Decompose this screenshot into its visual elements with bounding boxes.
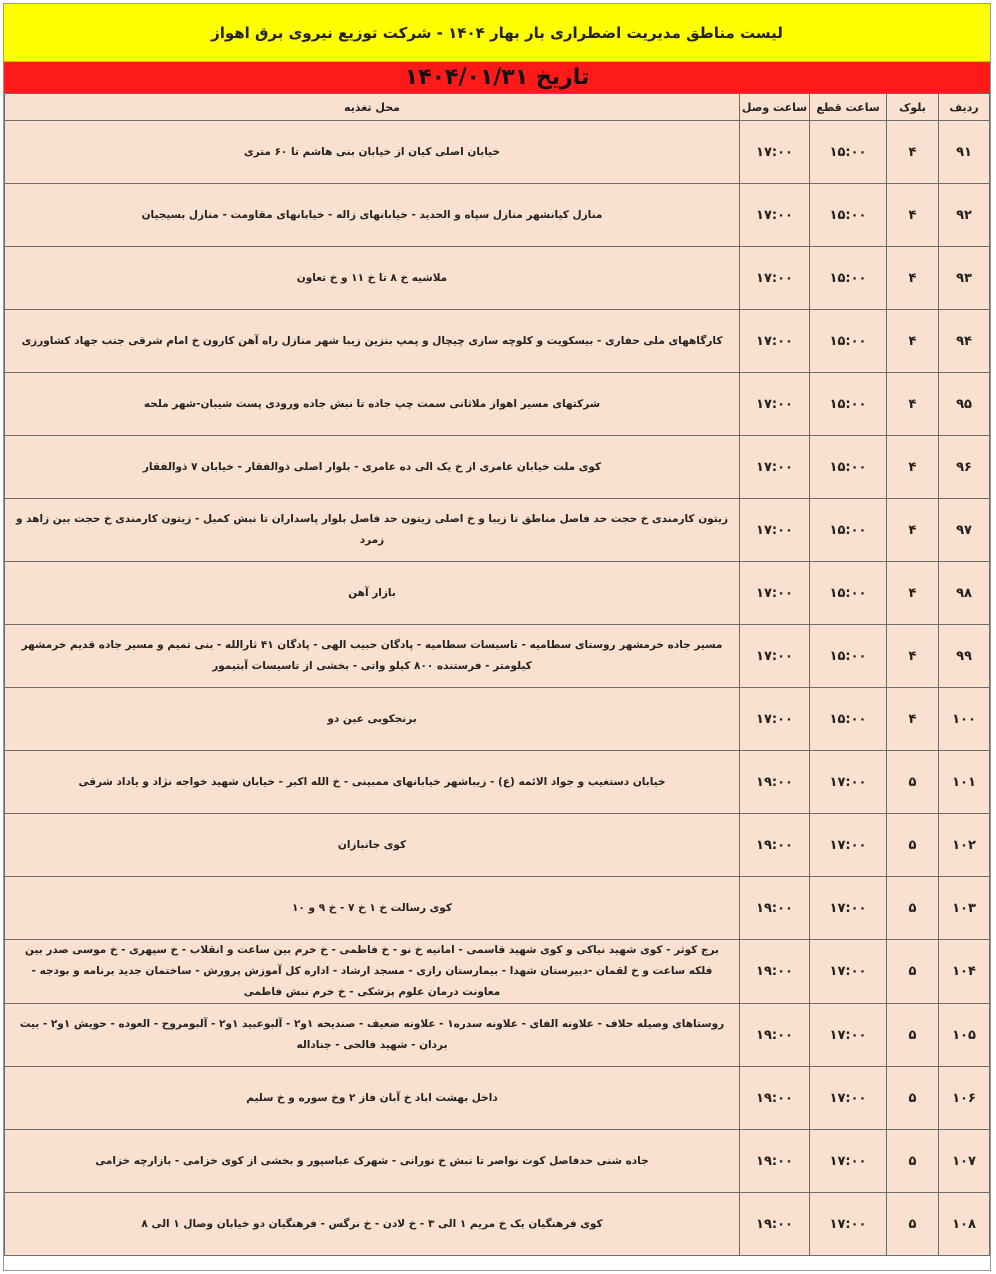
cell-connect-time: ۱۹:۰۰ bbox=[740, 1130, 810, 1193]
table-row bbox=[5, 436, 990, 499]
table-body bbox=[5, 121, 990, 1256]
cell-cut-time: ۱۷:۰۰ bbox=[810, 877, 887, 940]
cell-block: ۵ bbox=[887, 814, 939, 877]
cell-block: ۴ bbox=[887, 121, 939, 184]
table-row bbox=[5, 1067, 990, 1130]
cell-connect-time: ۱۹:۰۰ bbox=[740, 1067, 810, 1130]
header-radif: ردیف bbox=[939, 94, 990, 121]
table-row bbox=[5, 814, 990, 877]
cell-radif: ۱۰۰ bbox=[939, 688, 990, 751]
cell-block: ۴ bbox=[887, 562, 939, 625]
cell-block: ۵ bbox=[887, 940, 939, 1004]
cell-block: ۴ bbox=[887, 247, 939, 310]
cell-cut-time: ۱۷:۰۰ bbox=[810, 1067, 887, 1130]
table-row bbox=[5, 1193, 990, 1256]
cell-connect-time: ۱۹:۰۰ bbox=[740, 751, 810, 814]
cell-cut-time: ۱۵:۰۰ bbox=[810, 625, 887, 688]
cell-cut-time: ۱۷:۰۰ bbox=[810, 940, 887, 1004]
cell-block: ۵ bbox=[887, 1067, 939, 1130]
cell-connect-time: ۱۷:۰۰ bbox=[740, 436, 810, 499]
cell-radif: ۱۰۵ bbox=[939, 1004, 990, 1067]
cell-block: ۵ bbox=[887, 1130, 939, 1193]
cell-connect-time: ۱۹:۰۰ bbox=[740, 1193, 810, 1256]
cell-cut-time: ۱۵:۰۰ bbox=[810, 499, 887, 562]
cell-location: خیابان اصلی کیان از خیابان بنی هاشم تا ۶۰ متری bbox=[5, 121, 740, 184]
cell-block: ۴ bbox=[887, 688, 939, 751]
outage-table bbox=[4, 93, 990, 1256]
cell-block: ۵ bbox=[887, 1004, 939, 1067]
cell-connect-time: ۱۹:۰۰ bbox=[740, 877, 810, 940]
cell-radif: ۱۰۳ bbox=[939, 877, 990, 940]
header-block: بلوک bbox=[887, 94, 939, 121]
table-row bbox=[5, 688, 990, 751]
cell-connect-time: ۱۷:۰۰ bbox=[740, 121, 810, 184]
cell-radif: ۹۲ bbox=[939, 184, 990, 247]
cell-cut-time: ۱۵:۰۰ bbox=[810, 562, 887, 625]
cell-cut-time: ۱۵:۰۰ bbox=[810, 310, 887, 373]
cell-location: کوی رسالت خ ۱ خ ۷ - خ ۹ و ۱۰ bbox=[5, 877, 740, 940]
cell-location: روستاهای وصیله حلاف - علاونه الفای - علاونه سدره۱ - علاونه ضعیف - صندیحه ۱و۲ - آلبوعبید ۱و۲ - آلبومروح - العوده - حویش ۱و۲ - بیت بردان - شهید فالحی - جناداله bbox=[5, 1004, 740, 1067]
cell-location: کوی ملت خیابان عامری از خ یک الی ده عامری - بلوار اصلی ذوالفقار - خیابان ۷ ذوالفقار bbox=[5, 436, 740, 499]
cell-connect-time: ۱۹:۰۰ bbox=[740, 814, 810, 877]
cell-block: ۴ bbox=[887, 310, 939, 373]
cell-cut-time: ۱۷:۰۰ bbox=[810, 751, 887, 814]
cell-radif: ۹۷ bbox=[939, 499, 990, 562]
cell-radif: ۱۰۲ bbox=[939, 814, 990, 877]
cell-radif: ۱۰۷ bbox=[939, 1130, 990, 1193]
cell-connect-time: ۱۷:۰۰ bbox=[740, 310, 810, 373]
cell-connect-time: ۱۷:۰۰ bbox=[740, 247, 810, 310]
cell-connect-time: ۱۷:۰۰ bbox=[740, 625, 810, 688]
cell-connect-time: ۱۹:۰۰ bbox=[740, 1004, 810, 1067]
cell-connect-time: ۱۷:۰۰ bbox=[740, 562, 810, 625]
cell-location: شرکتهای مسیر اهواز ملاثانی سمت چپ جاده تا نبش جاده ورودی پست شیبان-شهر ملحه bbox=[5, 373, 740, 436]
cell-connect-time: ۱۷:۰۰ bbox=[740, 688, 810, 751]
cell-connect-time: ۱۹:۰۰ bbox=[740, 940, 810, 1004]
cell-block: ۵ bbox=[887, 877, 939, 940]
table-row bbox=[5, 121, 990, 184]
table-row bbox=[5, 562, 990, 625]
cell-radif: ۹۶ bbox=[939, 436, 990, 499]
table-row bbox=[5, 247, 990, 310]
cell-block: ۴ bbox=[887, 373, 939, 436]
cell-location: مسیر جاده خرمشهر روستای سطامیه - تاسیسات سطامیه - پادگان حبیب الهی - پادگان ۴۱ ثارالله - بنی تمیم و مسیر جاده قدیم خرمشهر کیلومتر - فرستنده ۸۰۰ کیلو واتی - بخشی از تاسیسات آبتیمور bbox=[5, 625, 740, 688]
cell-radif: ۹۵ bbox=[939, 373, 990, 436]
header-connect-time: ساعت وصل bbox=[740, 94, 810, 121]
table-row bbox=[5, 373, 990, 436]
cell-radif: ۹۸ bbox=[939, 562, 990, 625]
schedule-sheet bbox=[3, 3, 991, 1271]
table-row bbox=[5, 310, 990, 373]
table-row bbox=[5, 940, 990, 1004]
cell-connect-time: ۱۷:۰۰ bbox=[740, 373, 810, 436]
cell-cut-time: ۱۵:۰۰ bbox=[810, 121, 887, 184]
date-banner: تاریخ ۱۴۰۴/۰۱/۳۱ bbox=[4, 62, 990, 93]
cell-cut-time: ۱۷:۰۰ bbox=[810, 1004, 887, 1067]
cell-cut-time: ۱۵:۰۰ bbox=[810, 436, 887, 499]
cell-radif: ۱۰۶ bbox=[939, 1067, 990, 1130]
cell-connect-time: ۱۷:۰۰ bbox=[740, 499, 810, 562]
table-row bbox=[5, 499, 990, 562]
cell-radif: ۹۳ bbox=[939, 247, 990, 310]
cell-location: جاده شنی حدفاصل کوت نواصر تا نبش خ نورانی - شهرک عباسپور و بخشی از کوی خزامی - بازارچه خزامی bbox=[5, 1130, 740, 1193]
table-row bbox=[5, 877, 990, 940]
cell-cut-time: ۱۷:۰۰ bbox=[810, 1130, 887, 1193]
cell-cut-time: ۱۵:۰۰ bbox=[810, 373, 887, 436]
cell-radif: ۹۹ bbox=[939, 625, 990, 688]
cell-location: برج کوثر - کوی شهید نیاکی و کوی شهید قاسمی - امانیه خ نو - خ فاطمی - خ خرم بین ساعت و انقلاب - خ سپهری - خ موسی صدر بین فلکه ساعت و خ لقمان -دبیرستان شهدا - بیمارستان رازی - مسجد ارشاد - اداره کل آموزش پرورش - ساختمان جدید برنامه و بودجه - معاونت درمان علوم پزشکی - خ خرم نبش فاطمی bbox=[5, 940, 740, 1004]
cell-radif: ۱۰۸ bbox=[939, 1193, 990, 1256]
cell-cut-time: ۱۵:۰۰ bbox=[810, 247, 887, 310]
cell-cut-time: ۱۵:۰۰ bbox=[810, 688, 887, 751]
table-row bbox=[5, 184, 990, 247]
cell-connect-time: ۱۷:۰۰ bbox=[740, 184, 810, 247]
cell-location: خیابان دستغیب و جواد الائمه (ع) - زیباشهر خیابانهای ممبینی - خ الله اکبر - خیابان شهید خواجه نژاد و یاداد شرقی bbox=[5, 751, 740, 814]
cell-location: زیتون کارمندی خ حجت حد فاصل مناطق تا زیبا و خ اصلی زیتون حد فاصل بلوار پاسداران تا نبش کمیل - زیتون کارمندی خ حجت بین زاهد و زمرد bbox=[5, 499, 740, 562]
cell-block: ۴ bbox=[887, 184, 939, 247]
table-row bbox=[5, 625, 990, 688]
cell-location: کارگاههای ملی حفاری - بیسکویت و کلوچه سازی چیچال و پمپ بنزین زیبا شهر منازل راه آهن کارون خ امام شرقی جنب جهاد کشاورزی bbox=[5, 310, 740, 373]
cell-cut-time: ۱۷:۰۰ bbox=[810, 1193, 887, 1256]
cell-block: ۵ bbox=[887, 1193, 939, 1256]
document-title: لیست مناطق مدیریت اضطراری بار بهار ۱۴۰۴ - شرکت توزیع نیروی برق اهواز bbox=[4, 4, 990, 62]
cell-cut-time: ۱۵:۰۰ bbox=[810, 184, 887, 247]
cell-location: داخل بهشت اباد خ آبان فاز ۲ وخ سوره و خ سلیم bbox=[5, 1067, 740, 1130]
table-row bbox=[5, 751, 990, 814]
cell-location: کوی فرهنگیان یک خ مریم ۱ الی ۳ - خ لادن - خ نرگس - فرهنگیان دو خیابان وصال ۱ الی ۸ bbox=[5, 1193, 740, 1256]
cell-location: منازل کیانشهر منازل سپاه و الحدید - خیابانهای زاله - خیابانهای مقاومت - منازل بسیجیان bbox=[5, 184, 740, 247]
cell-radif: ۱۰۱ bbox=[939, 751, 990, 814]
cell-cut-time: ۱۷:۰۰ bbox=[810, 814, 887, 877]
cell-block: ۴ bbox=[887, 436, 939, 499]
cell-radif: ۹۱ bbox=[939, 121, 990, 184]
cell-block: ۴ bbox=[887, 499, 939, 562]
cell-location: برنجکوبی عین دو bbox=[5, 688, 740, 751]
table-row bbox=[5, 1130, 990, 1193]
cell-location: ملاشیه خ ۸ تا خ ۱۱ و خ تعاون bbox=[5, 247, 740, 310]
cell-radif: ۹۴ bbox=[939, 310, 990, 373]
cell-block: ۴ bbox=[887, 625, 939, 688]
cell-location: کوی جانبازان bbox=[5, 814, 740, 877]
header-cut-time: ساعت قطع bbox=[810, 94, 887, 121]
cell-radif: ۱۰۴ bbox=[939, 940, 990, 1004]
table-row bbox=[5, 1004, 990, 1067]
cell-block: ۵ bbox=[887, 751, 939, 814]
header-row bbox=[5, 94, 990, 121]
header-location: محل تغذیه bbox=[5, 94, 740, 121]
cell-location: بازار آهن bbox=[5, 562, 740, 625]
